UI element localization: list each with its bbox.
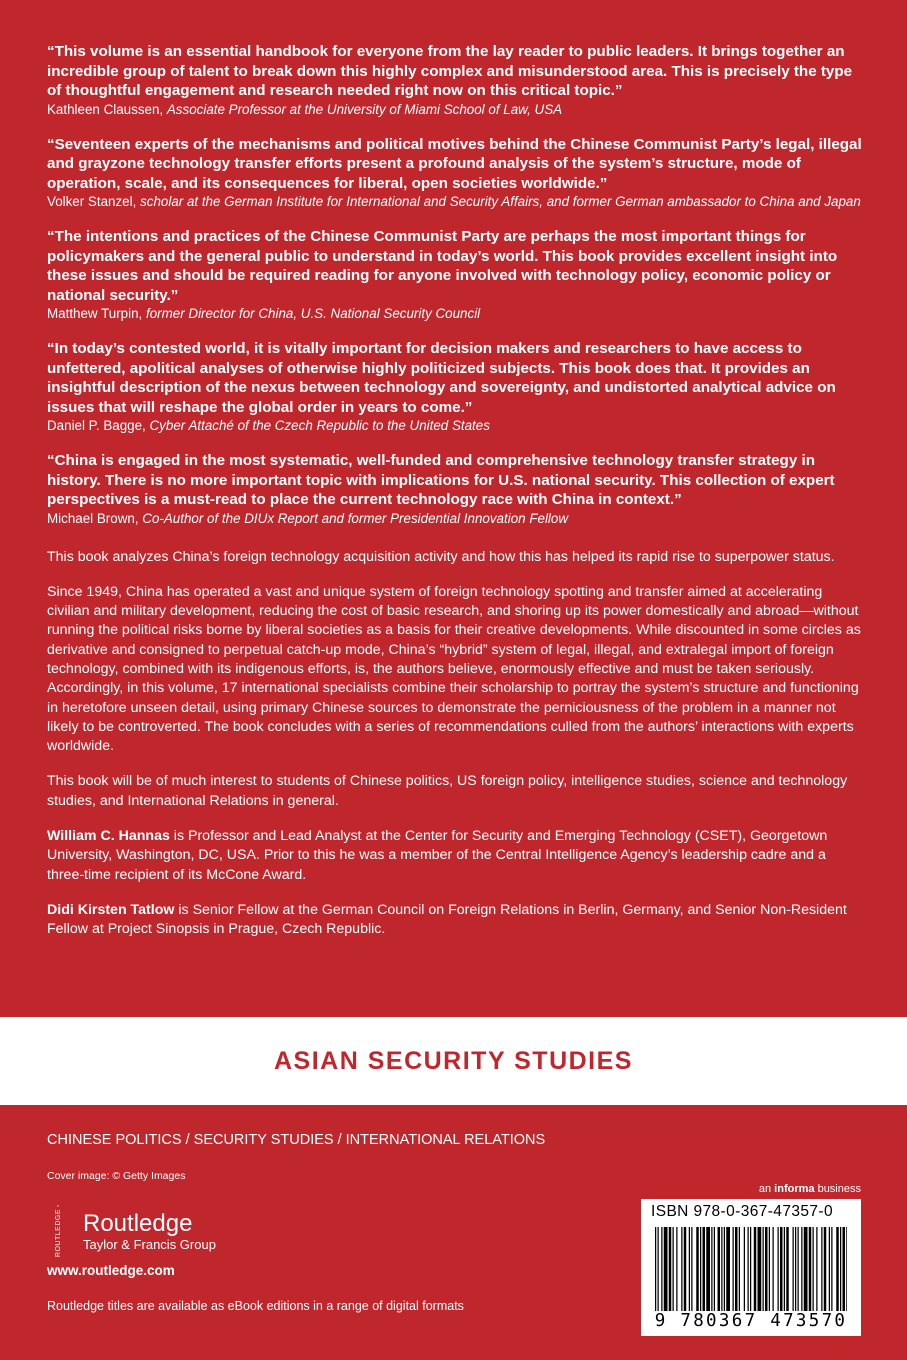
series-title: ASIAN SECURITY STUDIES xyxy=(274,1046,633,1075)
endorsement-quote xyxy=(47,135,862,212)
cover-image-credit: Cover image: © Getty Images xyxy=(47,1170,186,1182)
back-cover-text xyxy=(47,42,862,956)
author-bio-text: is Professor and Lead Analyst at the Center for Security and Emerging Technology (CSET), Georgetown University, Washington, DC, USA. Prior to this he was a member of the Central Intelligence Agency’s leadership cadre and a three-time recipient of its McCone Award. xyxy=(47,828,828,883)
author-bio xyxy=(47,827,862,885)
quote-role: scholar at the German Institute for International and Security Affairs, and former German ambassador to China and Japan xyxy=(140,194,861,209)
endorsement-quote xyxy=(47,42,862,119)
description-paragraph: This book analyzes China’s foreign technology acquisition activity and how this has helped its rapid rise to superpower status. xyxy=(47,548,835,565)
quote-attribution xyxy=(47,101,862,119)
quote-role: Co-Author of the DIUx Report and former Presidential Innovation Fellow xyxy=(142,510,569,526)
quote-text: “The intentions and practices of the Chinese Communist Party are perhaps the most important things for policymakers and the general public to understand in today’s world. This book provides excellent insight into these issues and should be required reading for anyone involved with technology policy, economic policy or national security.” xyxy=(47,228,838,304)
author-name: William C. Hannas xyxy=(47,828,170,845)
author-bio xyxy=(47,901,862,940)
quote-text: “Seventeen experts of the mechanisms and political motives behind the Chinese Communist Party’s legal, illegal and grayzone technology transfer efforts present a profound analysis of the system’s structure, mode of operation, scale, and its consequences for liberal, open societies worldwide.” xyxy=(47,135,862,192)
quote-role: Associate Professor at the University of Miami School of Law, USA xyxy=(166,101,563,117)
quote-attribution xyxy=(47,510,862,528)
book-description xyxy=(47,548,862,940)
endorsement-quote xyxy=(47,227,862,323)
routledge-logo-word: ROUTLEDGE xyxy=(54,1208,62,1257)
quote-author: Michael Brown, xyxy=(47,510,139,526)
routledge-logo xyxy=(47,1205,69,1257)
barcode xyxy=(655,1227,847,1311)
isbn-barcode-box xyxy=(641,1199,861,1336)
informa-prefix: an xyxy=(758,1183,775,1195)
isbn-digits: 9 780367 473570 xyxy=(654,1311,848,1331)
subject-categories: CHINESE POLITICS / SECURITY STUDIES / INTERNATIONAL RELATIONS xyxy=(47,1132,546,1148)
quote-attribution xyxy=(47,193,862,211)
author-name: Didi Kirsten Tatlow xyxy=(47,901,175,918)
description-paragraph: This book will be of much interest to students of Chinese politics, US foreign policy, intelligence studies, science and technology studies, and International Relations in general. xyxy=(47,773,848,809)
quote-attribution xyxy=(47,417,862,435)
informa-suffix: business xyxy=(814,1183,861,1195)
quote-author: Matthew Turpin, xyxy=(47,306,143,321)
informa-brand: informa xyxy=(774,1183,815,1195)
quote-attribution xyxy=(47,305,862,323)
quote-author: Kathleen Claussen, xyxy=(47,101,164,117)
series-band xyxy=(0,1017,907,1105)
ebook-note: Routledge titles are available as eBook editions in a range of digital formats xyxy=(47,1299,464,1313)
description-paragraph: Since 1949, China has operated a vast and unique system of foreign technology spotting and transfer aimed at accelerating civilian and military development, reducing the cost of basic research, and shoring up its power domestically and abroad—without running the political risks borne by liberal societies as a basis for their creative developments. While discounted in some circles as derivative and consigned to perpetual catch-up mode, China’s “hybrid” system of legal, illegal, and extralegal import of foreign technology, combined with its indigenous efforts, is, the authors believe, enormously effective and must be taken seriously. Accordingly, in this volume, 17 international specialists combine their scholarship to portray the system’s structure and functioning in heretofore unseen detail, using primary Chinese sources to demonstrate the perniciousness of the problem in a manner not likely to be controverted. The book concludes with a series of recommendations culled from the authors’ interactions with experts worldwide. xyxy=(47,583,861,755)
author-bio-text: is Senior Fellow at the German Council on Foreign Relations in Berlin, Germany, and Senior Non-Resident Fellow at Project Sinopsis in Prague, Czech Republic. xyxy=(47,901,847,938)
informa-business-label xyxy=(759,1183,861,1195)
publisher-name-block xyxy=(83,1211,216,1252)
quote-author: Volker Stanzel, xyxy=(47,194,137,209)
publisher-name: Routledge xyxy=(83,1209,193,1237)
quote-author: Daniel P. Bagge, xyxy=(47,418,146,433)
endorsement-quote xyxy=(47,451,862,528)
publisher-group: Taylor & Francis Group xyxy=(83,1236,216,1252)
routledge-r-icon xyxy=(47,1205,69,1207)
quote-text: “In today’s contested world, it is vitally important for decision makers and researchers to have access to unfettered, apolitical analyses of otherwise highly politicized subjects. This book does that. It provides an insightful description of the nexus between technology and sovereignty, and undistorted analytical advice on issues that will reshape the global order in years to come.” xyxy=(47,340,836,416)
quote-role: Cyber Attaché of the Czech Republic to the United States xyxy=(149,418,490,433)
quote-text: “This volume is an essential handbook for everyone from the lay reader to public leaders. It brings together an incredible group of talent to break down this highly complex and misunderstood area. This is precisely the type of thoughtful engagement and research needed right now on this critical topic.” xyxy=(47,43,853,99)
endorsement-quote xyxy=(47,339,862,435)
publisher-website[interactable]: www.routledge.com xyxy=(47,1263,175,1278)
publisher-logo xyxy=(47,1205,216,1257)
quote-role: former Director for China, U.S. National Security Council xyxy=(146,306,481,321)
isbn-label: ISBN 978-0-367-47357-0 xyxy=(651,1203,833,1220)
quote-text: “China is engaged in the most systematic, well-funded and comprehensive technology transfer strategy in history. There is no more important topic with implications for U.S. national security. This collection of expert perspectives is a must-read to place the current technology race with China in context.” xyxy=(47,452,835,508)
